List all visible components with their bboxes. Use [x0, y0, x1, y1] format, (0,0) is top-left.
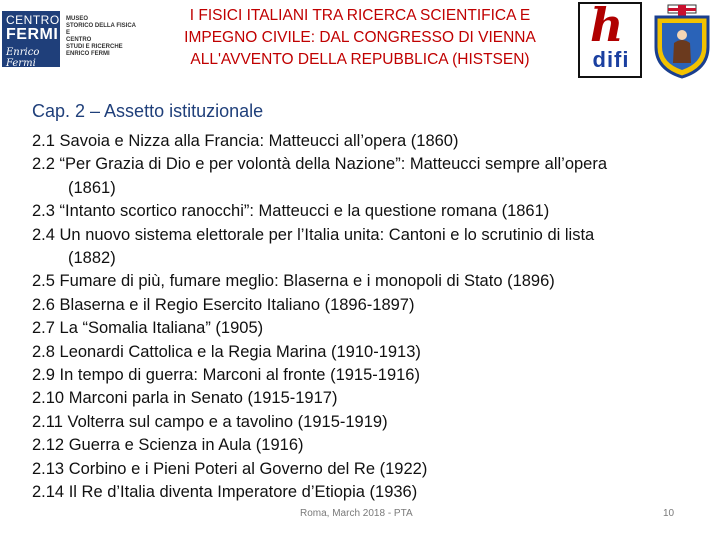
list-item [32, 130, 692, 153]
list-item [32, 270, 692, 293]
list-item-text: 2.1 Savoia e Nizza alla Francia: Matteucci all’opera (1860) [32, 132, 459, 150]
title-line: IMPEGNO CIVILE: DAL CONGRESSO DI VIENNA [184, 29, 536, 46]
list-item-continuation: (1861) [68, 178, 116, 197]
badge-line1: CENTRO [6, 13, 60, 27]
list-item [32, 387, 692, 410]
list-item [32, 341, 692, 364]
difi-word: difi [592, 47, 630, 72]
genova-crest-icon [650, 3, 714, 79]
slide-title [155, 5, 565, 71]
list-item [32, 317, 692, 340]
list-item-text: 2.10 Marconi parla in Senato (1915-1917) [32, 389, 338, 408]
logo-text-line: MUSEO [66, 16, 89, 22]
centro-fermi-badge [2, 11, 60, 67]
list-item [32, 200, 692, 223]
logo-text-line: E [66, 30, 71, 36]
title-line: ALL'AVVENTO DELLA REPUBBLICA (HISTSEN) [190, 51, 530, 68]
list-item [32, 224, 692, 271]
list-item [32, 481, 692, 504]
chapter-list [32, 130, 692, 505]
logo-text-line: STORICO DELLA FISICA [66, 23, 137, 29]
title-line: I FISICI ITALIANI TRA RICERCA SCIENTIFICA E [189, 7, 531, 24]
footer-text: Roma, March 2018 - PTA [300, 508, 413, 519]
logo-text-line: ENRICO FERMI [66, 51, 110, 57]
list-item-text: 2.4 Un nuovo sistema elettorale per l’Italia unita: Cantoni e lo scrutinio di lista [32, 225, 595, 244]
logo-text-line: CENTRO [66, 37, 92, 43]
list-item-text: 2.7 La “Somalia Italiana” (1905) [32, 319, 264, 338]
list-item [32, 294, 692, 317]
list-item [32, 153, 692, 200]
list-item-text: 2.3 “Intanto scortico ranocchi”: Matteucci e la questione romana (1861) [32, 202, 550, 221]
list-item [32, 364, 692, 387]
list-item-text: 2.6 Blaserna e il Regio Esercito Italiano (1896-1897) [32, 295, 415, 314]
list-item [32, 411, 692, 434]
list-item-text: 2.13 Corbino e i Pieni Poteri al Governo del Re (1922) [32, 459, 428, 478]
list-item-continuation: (1882) [68, 249, 116, 268]
logo-text-line: STUDI E RICERCHE [66, 44, 123, 50]
difi-logo [578, 2, 642, 78]
difi-letter: h [590, 0, 624, 52]
list-item [32, 458, 692, 481]
signature: Enrico Fermi [6, 47, 40, 69]
list-item-text: 2.11 Volterra sul campo e a tavolino (1915-1919) [32, 412, 388, 431]
list-item-text: 2.5 Fumare di più, fumare meglio: Blaserna e i monopoli di Stato (1896) [32, 272, 555, 291]
centro-fermi-text [66, 16, 136, 58]
list-item-text: 2.9 In tempo di guerra: Marconi al fronte (1915-1916) [32, 366, 420, 385]
badge-line2: FERMI [6, 26, 59, 43]
centro-fermi-logo [2, 11, 136, 67]
page-number: 10 [663, 508, 675, 519]
list-item-text: 2.14 Il Re d’Italia diventa Imperatore d’Etiopia (1936) [32, 483, 418, 502]
chapter-title: Cap. 2 – Assetto istituzionale [32, 101, 264, 121]
list-item-text: 2.8 Leonardi Cattolica e la Regia Marina (1910-1913) [32, 342, 421, 361]
list-item-text: 2.12 Guerra e Scienza in Aula (1916) [32, 436, 304, 455]
list-item-text: 2.2 “Per Grazia di Dio e per volontà della Nazione”: Matteucci sempre all’opera [32, 155, 608, 174]
list-item [32, 434, 692, 457]
